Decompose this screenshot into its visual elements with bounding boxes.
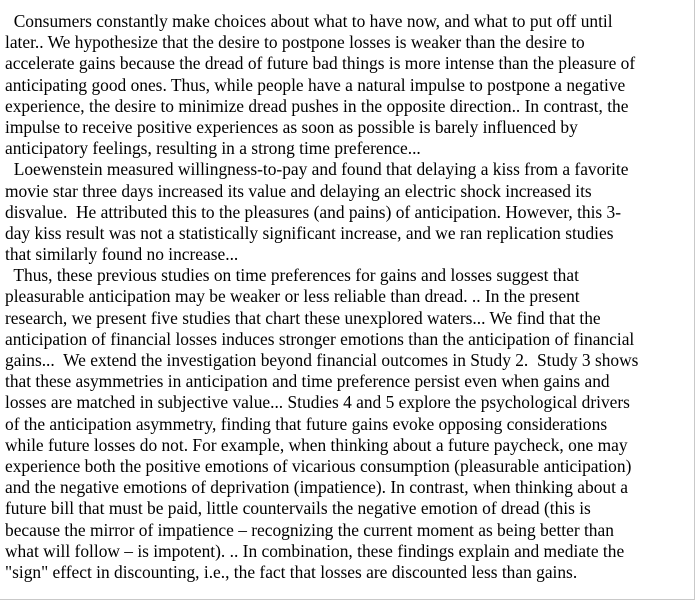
text-line: Loewenstein measured willingness-to-pay and found that delaying a kiss from a favorite [5,159,629,180]
text-line: day kiss result was not a statistically significant increase, and we ran replication studies [5,222,614,243]
text-line: losses are matched in subjective value... Studies 4 and 5 explore the psychological drivers [5,392,630,413]
text-line: accelerate gains because the dread of future bad things is more intense than the pleasure of [5,53,636,74]
text-line: because the mirror of impatience – recognizing the current moment as being better than [5,519,614,540]
paragraph-present-research [5,265,691,583]
text-line: gains... We extend the investigation beyond financial outcomes in Study 2. Study 3 shows [5,350,639,370]
text-line: anticipating good ones. Thus, while people have a natural impulse to postpone a negative [5,74,626,95]
text-line: of the anticipation asymmetry, finding that future gains evoke opposing considerations [5,413,608,434]
text-line: later.. We hypothesize that the desire to postpone losses is weaker than the desire to [5,32,585,53]
text-line: "sign" effect in discounting, i.e., the fact that losses are discounted less than gains. [5,561,578,582]
text-line: that similarly found no increase... [5,244,239,265]
text-line: that these asymmetries in anticipation and time preference persist even when gains and [5,371,610,392]
text-line: disvalue. He attributed this to the pleasures (and pains) of anticipation. However, this 3- [5,201,622,222]
text-line: anticipation of financial losses induces stronger emotions than the anticipation of financial [5,328,635,349]
text-line: experience both the positive emotions of vicarious consumption (pleasurable anticipation) [5,455,632,476]
text-line: anticipatory feelings, resulting in a strong time preference... [5,138,421,159]
text-line: and the negative emotions of deprivation (impatience). In contrast, when thinking about a [5,477,628,498]
text-line: impulse to receive positive experiences as soon as possible is barely influenced by [5,116,578,137]
paragraph-consumers [5,11,691,159]
text-line: Consumers constantly make choices about what to have now, and what to put off until [5,11,613,31]
paragraph-loewenstein [5,159,691,265]
document-body [5,11,691,583]
text-line: research, we present five studies that chart these unexplored waters... We find that the [5,307,601,328]
text-line: pleasurable anticipation may be weaker or less reliable than dread. .. In the present [5,286,580,307]
text-line: what will follow – is impotent). .. In combination, these findings explain and mediate the [5,540,625,561]
text-line: Thus, these previous studies on time preferences for gains and losses suggest that [5,265,579,286]
text-line: movie star three days increased its value and delaying an electric shock increased its [5,180,592,201]
text-line: experience, the desire to minimize dread pushes in the opposite direction.. In contrast, the [5,95,629,116]
text-line: future bill that must be paid, little countervails the negative emotion of dread (this is [5,498,591,519]
text-line: while future losses do not. For example, when thinking about a future paycheck, one may [5,434,628,455]
